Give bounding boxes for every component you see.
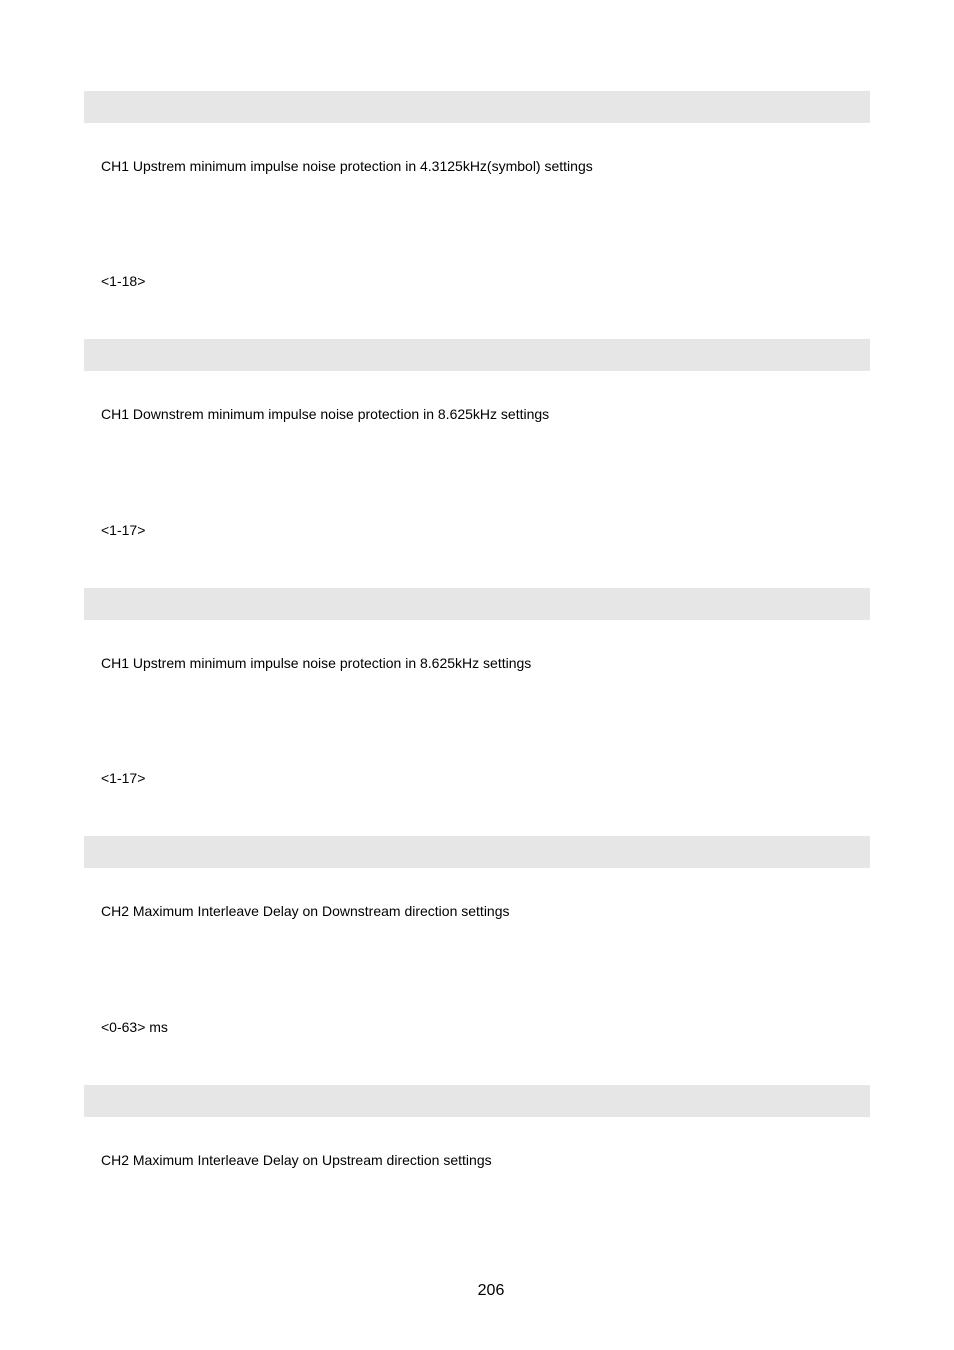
section-range: <1-17> [101, 770, 146, 786]
section-header-band [84, 836, 870, 868]
section-description: CH1 Downstrem minimum impulse noise protection in 8.625kHz settings [101, 406, 550, 422]
section-header-band [84, 91, 870, 123]
section-range: <1-18> [101, 273, 146, 289]
section-header-band [84, 588, 870, 620]
section-description: CH1 Upstrem minimum impulse noise protection in 4.3125kHz(symbol) settings [101, 158, 593, 174]
section-description: CH1 Upstrem minimum impulse noise protection in 8.625kHz settings [101, 655, 532, 671]
page-number: 206 [477, 1282, 505, 1299]
section-description: CH2 Maximum Interleave Delay on Downstream direction settings [101, 903, 510, 919]
section-description: CH2 Maximum Interleave Delay on Upstream direction settings [101, 1152, 492, 1168]
section-range: <0-63> ms [101, 1019, 168, 1035]
section-header-band [84, 339, 870, 371]
section-header-band [84, 1085, 870, 1117]
section-range: <1-17> [101, 522, 146, 538]
